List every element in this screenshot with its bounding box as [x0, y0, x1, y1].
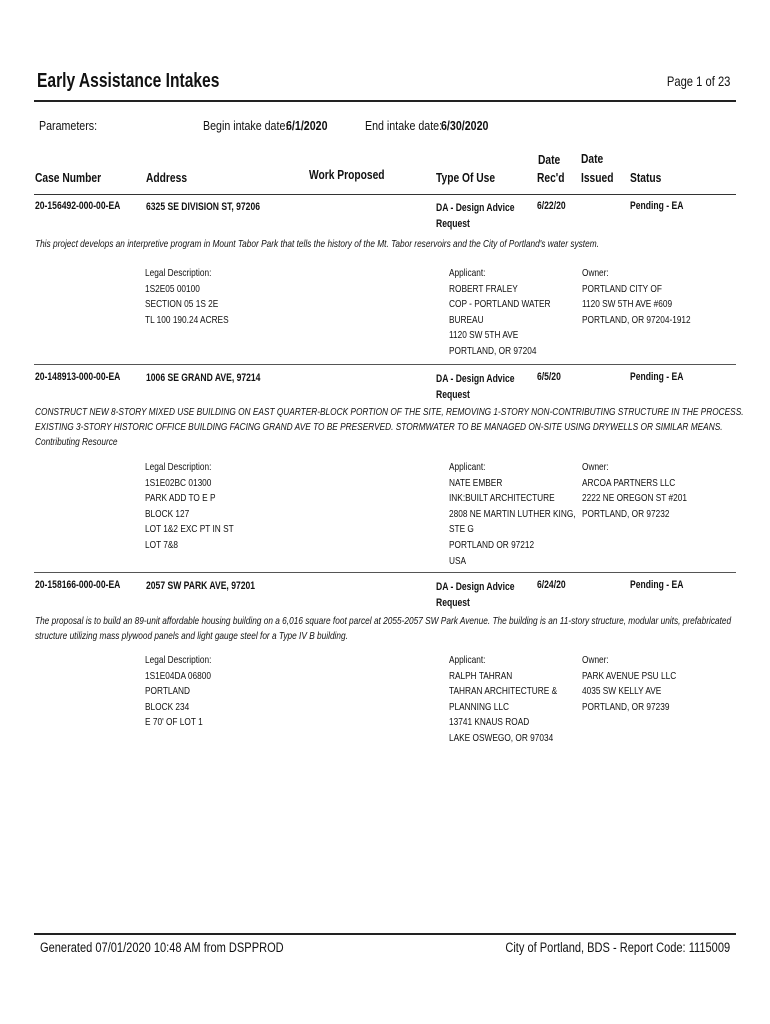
- date-received: 6/5/20: [537, 371, 561, 383]
- case-number: 20-156492-000-00-EA: [35, 200, 121, 212]
- date-received: 6/24/20: [537, 579, 566, 591]
- applicant: Applicant: ROBERT FRALEY COP - PORTLAND WATER BUREAU 1120 SW 5TH AVE PORTLAND, OR 97204: [449, 267, 551, 357]
- type-of-use: DA - Design Advice Request: [436, 373, 515, 401]
- address: 1006 SE GRAND AVE, 97214: [146, 372, 261, 384]
- footer-generated: Generated 07/01/2020 10:48 AM from DSPPROD: [40, 940, 284, 955]
- end-date-value: 6/30/2020: [441, 118, 489, 133]
- begin-date-value: 6/1/2020: [286, 118, 328, 133]
- col-date-issued-2: Issued: [581, 171, 614, 185]
- parameters-label: Parameters:: [39, 118, 98, 133]
- legal-description: Legal Description: 1S1E04DA 06800 PORTLAND BLOCK 234 E 70' OF LOT 1: [145, 654, 212, 729]
- record-divider: [34, 572, 736, 573]
- address: 6325 SE DIVISION ST, 97206: [146, 201, 260, 213]
- col-case-number: Case Number: [35, 171, 102, 185]
- page-number: Page 1 of 23: [666, 73, 730, 89]
- type-of-use: DA - Design Advice Request: [436, 202, 515, 230]
- col-address: Address: [146, 171, 188, 185]
- status: Pending - EA: [630, 200, 684, 212]
- record-divider: [34, 364, 736, 365]
- work-description: CONSTRUCT NEW 8-STORY MIXED USE BUILDING ON EAST QUARTER-BLOCK PORTION OF THE SITE, REMOVING 1-STORY NON-CONTRIBUTING STRUCTURE IN THE PROCESS. EXISTING 3-STORY HISTORIC OFFICE BUILDING FACING GRAND AVE TO BE PRESERVED. STORMWATER TO BE MANAGED ON-SITE USING DRYWELLS OR SIMILAR MEANS. Contributing Resource: [35, 406, 744, 448]
- col-status: Status: [630, 171, 662, 185]
- owner: Owner: PARK AVENUE PSU LLC 4035 SW KELLY AVE PORTLAND, OR 97239: [582, 654, 677, 713]
- col-type-of-use: Type Of Use: [436, 171, 496, 185]
- footer-rule: [34, 933, 736, 935]
- begin-date-label: Begin intake date:: [203, 118, 289, 133]
- page-title: Early Assistance Intakes: [37, 70, 220, 92]
- date-received: 6/22/20: [537, 200, 566, 212]
- case-number: 20-148913-000-00-EA: [35, 371, 121, 383]
- owner: Owner: PORTLAND CITY OF 1120 SW 5TH AVE #609 PORTLAND, OR 97204-1912: [582, 267, 691, 326]
- col-date-recd-2: Rec'd: [537, 171, 565, 185]
- work-description: The proposal is to build an 89-unit affordable housing building on a 6,016 square foot parcel at 2055-2057 SW Park Avenue. The building is an 11-story structure, modular units, prefabricated structure utilizing mass plywood panels and light gauge steel for a Type IV B building.: [35, 615, 732, 642]
- address: 2057 SW PARK AVE, 97201: [146, 580, 256, 592]
- end-date-label: End intake date:: [365, 118, 443, 133]
- applicant: Applicant: NATE EMBER INK:BUILT ARCHITECTURE 2808 NE MARTIN LUTHER KING, STE G PORTLAND OR 97212 USA: [449, 461, 576, 567]
- work-description: This project develops an interpretive program in Mount Tabor Park that tells the history of the Mt. Tabor reservoirs and the City of Portland's water system.: [35, 238, 599, 250]
- col-date-recd-1: Date: [538, 153, 561, 167]
- status: Pending - EA: [630, 579, 684, 591]
- column-header-rule: [34, 194, 736, 195]
- header-rule: [34, 100, 736, 102]
- col-date-issued-1: Date: [581, 152, 604, 166]
- case-number: 20-158166-000-00-EA: [35, 579, 121, 591]
- legal-description: Legal Description: 1S2E05 00100 SECTION 05 1S 2E TL 100 190.24 ACRES: [145, 267, 229, 326]
- legal-description: Legal Description: 1S1E02BC 01300 PARK ADD TO E P BLOCK 127 LOT 1&2 EXC PT IN ST LOT 7&8: [145, 461, 234, 551]
- type-of-use: DA - Design Advice Request: [436, 581, 515, 609]
- status: Pending - EA: [630, 371, 684, 383]
- applicant: Applicant: RALPH TAHRAN TAHRAN ARCHITECTURE & PLANNING LLC 13741 KNAUS ROAD LAKE OSWEGO, OR 97034: [449, 654, 558, 744]
- footer-report-code: City of Portland, BDS - Report Code: 1115009: [505, 940, 730, 955]
- owner: Owner: ARCOA PARTNERS LLC 2222 NE OREGON ST #201 PORTLAND, OR 97232: [582, 461, 687, 520]
- col-work-proposed: Work Proposed: [309, 168, 385, 182]
